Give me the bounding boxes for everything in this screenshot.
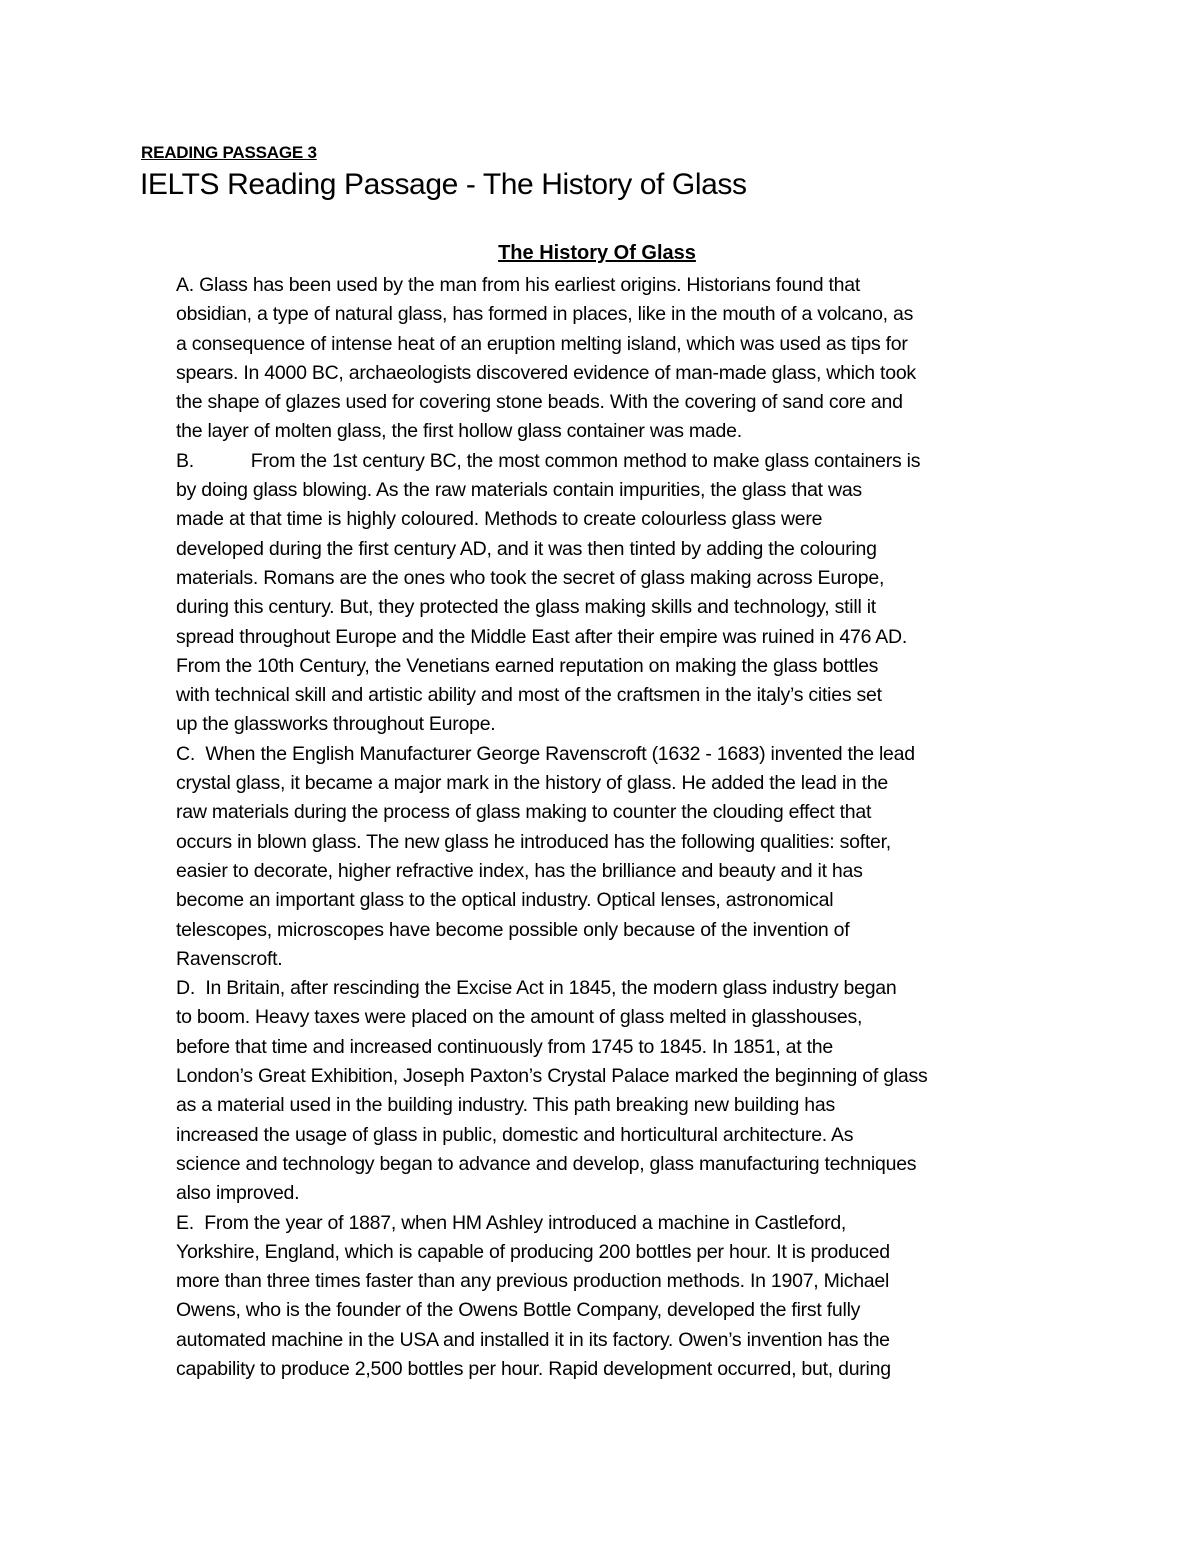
passage-line: as a material used in the building industry. This path breaking new building has <box>176 1094 835 1117</box>
passage-line: up the glassworks throughout Europe. <box>176 713 496 736</box>
passage-line: with technical skill and artistic ability and most of the craftsmen in the italy’s cities set <box>176 684 882 707</box>
passage-line: automated machine in the USA and installed it in its factory. Owen’s invention has the <box>176 1328 890 1351</box>
passage-line: spread throughout Europe and the Middle East after their empire was ruined in 476 AD. <box>176 625 908 648</box>
passage-line: science and technology began to advance and develop, glass manufacturing techniques <box>176 1152 917 1175</box>
passage-line: made at that time is highly coloured. Methods to create colourless glass were <box>176 508 823 531</box>
passage-line: C. When the English Manufacturer George Ravenscroft (1632 - 1683) invented the lead <box>176 742 915 765</box>
passage-line: Yorkshire, England, which is capable of producing 200 bottles per hour. It is produced <box>176 1240 890 1263</box>
passage-line: raw materials during the process of glass making to counter the clouding effect that <box>176 801 872 824</box>
passage-line: to boom. Heavy taxes were placed on the amount of glass melted in glasshouses, <box>176 1006 863 1029</box>
passage-line: increased the usage of glass in public, domestic and horticultural architecture. As <box>176 1123 854 1146</box>
passage-line: spears. In 4000 BC, archaeologists discovered evidence of man-made glass, which took <box>176 361 916 384</box>
passage-line: become an important glass to the optical industry. Optical lenses, astronomical <box>176 889 834 912</box>
passage-line: E. From the year of 1887, when HM Ashley introduced a machine in Castleford, <box>176 1211 847 1234</box>
passage-line: Ravenscroft. <box>176 947 283 970</box>
passage-line: obsidian, a type of natural glass, has formed in places, like in the mouth of a volcano, as <box>176 303 914 326</box>
passage-line: a consequence of intense heat of an eruption melting island, which was used as tips for <box>176 332 908 355</box>
passage-line: telescopes, microscopes have become possible only because of the invention of <box>176 918 850 941</box>
passage-line: London’s Great Exhibition, Joseph Paxton’s Crystal Palace marked the beginning of glass <box>176 1065 928 1088</box>
passage-line: more than three times faster than any previous production methods. In 1907, Michael <box>176 1270 890 1293</box>
passage-body <box>176 271 1076 1384</box>
passage-line: A. Glass has been used by the man from his earliest origins. Historians found that <box>176 274 861 296</box>
passage-line: during this century. But, they protected the glass making skills and technology, still it <box>176 596 876 619</box>
passage-line: the shape of glazes used for covering stone beads. With the covering of sand core and <box>176 391 903 414</box>
passage-line: also improved. <box>176 1182 300 1205</box>
passage-line: From the 10th Century, the Venetians earned reputation on making the glass bottles <box>176 654 879 677</box>
section-label: READING PASSAGE 3 <box>141 143 317 162</box>
passage-line: D. In Britain, after rescinding the Excise Act in 1845, the modern glass industry began <box>176 977 897 1000</box>
passage-line: easier to decorate, higher refractive index, has the brilliance and beauty and it has <box>176 859 863 882</box>
passage-line: developed during the first century AD, and it was then tinted by adding the colouring <box>176 537 877 560</box>
passage-line: the layer of molten glass, the first hollow glass container was made. <box>176 420 742 443</box>
passage-line: capability to produce 2,500 bottles per hour. Rapid development occurred, but, during <box>176 1357 891 1380</box>
passage-line: by doing glass blowing. As the raw materials contain impurities, the glass that was <box>176 479 862 502</box>
document-title: IELTS Reading Passage - The History of Glass <box>140 168 747 201</box>
passage-line: before that time and increased continuously from 1745 to 1845. In 1851, at the <box>176 1035 833 1058</box>
passage-line: occurs in blown glass. The new glass he introduced has the following qualities: softer, <box>176 830 891 853</box>
passage-line: materials. Romans are the ones who took the secret of glass making across Europe, <box>176 566 885 589</box>
article-title: The History Of Glass <box>498 242 696 264</box>
passage-line: crystal glass, it became a major mark in the history of glass. He added the lead in the <box>176 772 889 795</box>
passage-line: Owens, who is the founder of the Owens Bottle Company, developed the first fully <box>176 1299 861 1322</box>
passage-line: B. From the 1st century BC, the most common method to make glass containers is <box>176 449 921 472</box>
